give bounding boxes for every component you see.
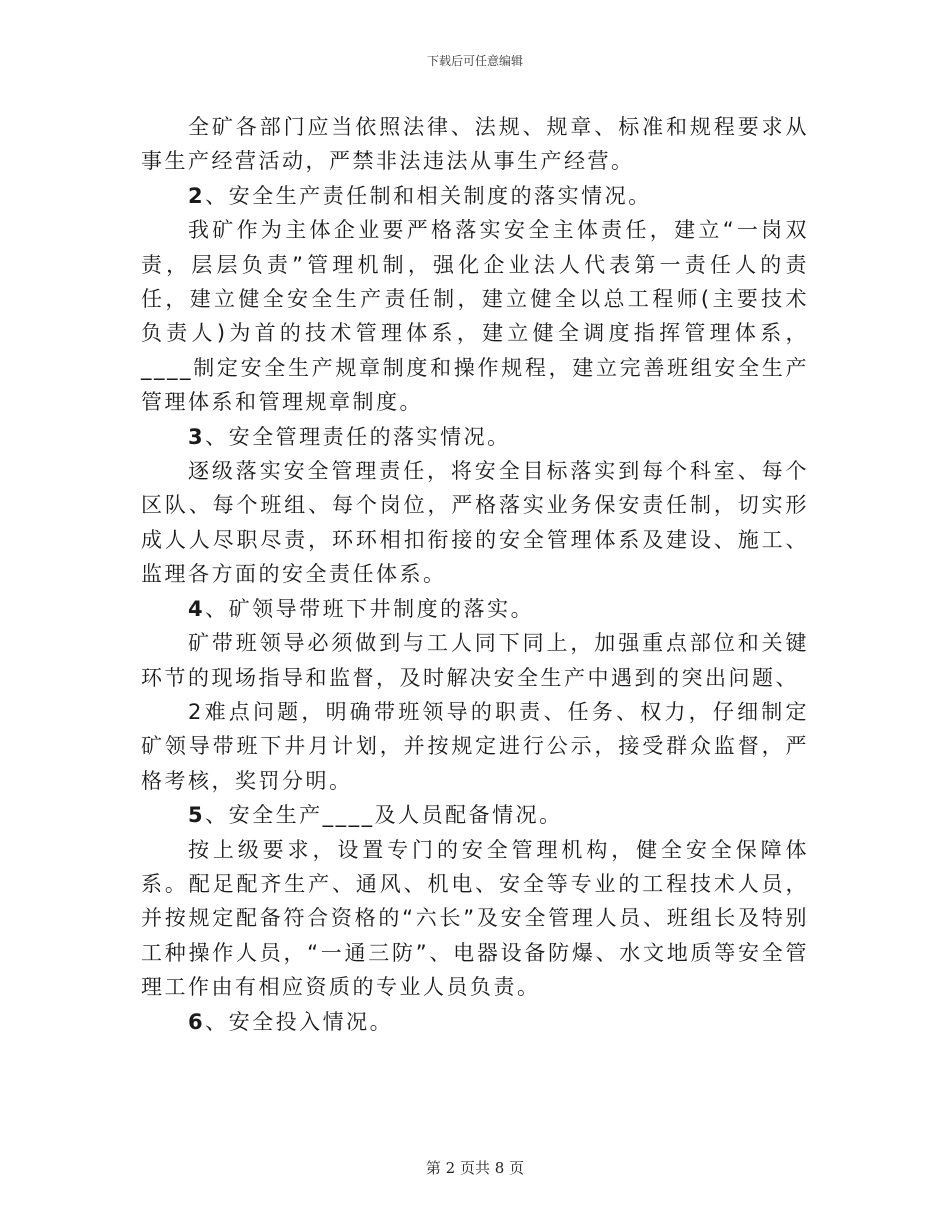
section-number: 5 xyxy=(188,803,206,828)
section-heading-4 xyxy=(141,592,809,626)
section-number: 4 xyxy=(188,596,206,621)
paragraph-intro: 全矿各部门应当依照法律、法规、规章、标准和规程要求从事生产经营活动，严禁非法违法从事生产经营。 xyxy=(141,115,809,174)
paragraph-staffing: 按上级要求，设置专门的安全管理机构，健全安全保障体系。配足配齐生产、通风、机电、安全等专业的工程技术人员，并按规定配备符合资格的“六长”及安全管理人员、班组长及特别工种操作人员，“一通三防”、电器设备防爆、水文地质等安全管理工作由有相应资质的专业人员负责。 xyxy=(141,837,809,1000)
section-heading-6 xyxy=(141,1005,809,1039)
paragraph-management: 逐级落实安全管理责任，将安全目标落实到每个科室、每个区队、每个班组、每个岗位，严格落实业务保安责任制，切实形成人人尽职尽责，环环相扣衔接的安全管理体系及建设、施工、监理各方面的安全责任体系。 xyxy=(141,459,809,587)
paragraph-leadership-a: 矿带班领导必须做到与工人同下同上，加强重点部位和关键环节的现场指导和监督，及时解决安全生产中遇到的突出问题、 xyxy=(141,631,809,690)
section-title: 、安全生产____及人员配备情况。 xyxy=(205,803,563,828)
paragraph-responsibility: 我矿作为主体企业要严格落实安全主体责任，建立“一岗双责，层层负责”管理机制，强化企业法人代表第一责任人的责任，建立健全安全生产责任制，建立健全以总工程师(主要技术负责人)为首的技术管理体系，建立健全调度指挥管理体系，____制定安全生产规章制度和操作规程，建立完善班组安全生产管理体系和管理规章制度。 xyxy=(141,218,809,415)
section-title: 、安全投入情况。 xyxy=(205,1009,394,1034)
section-title: 、安全生产责任制和相关制度的落实情况。 xyxy=(205,183,652,208)
section-number: 3 xyxy=(188,424,206,449)
section-number: 2 xyxy=(188,183,206,208)
page-header: 下载后可任意编辑 xyxy=(426,54,523,68)
section-heading-5 xyxy=(141,798,809,832)
section-number: 6 xyxy=(188,1009,206,1034)
section-title: 、矿领导带班下井制度的落实。 xyxy=(205,596,535,621)
document-body xyxy=(141,110,809,1039)
paragraph-leadership-b: 2难点问题，明确带班领导的职责、任务、权力，仔细制定矿领导带班下井月计划，并按规定进行公示，接受群众监督，严格考核，奖罚分明。 xyxy=(141,699,809,793)
page-footer: 第 2 页共 8 页 xyxy=(425,1159,525,1177)
section-heading-3 xyxy=(141,420,809,454)
section-title: 、安全管理责任的落实情况。 xyxy=(205,424,511,449)
section-heading-2 xyxy=(141,179,809,213)
